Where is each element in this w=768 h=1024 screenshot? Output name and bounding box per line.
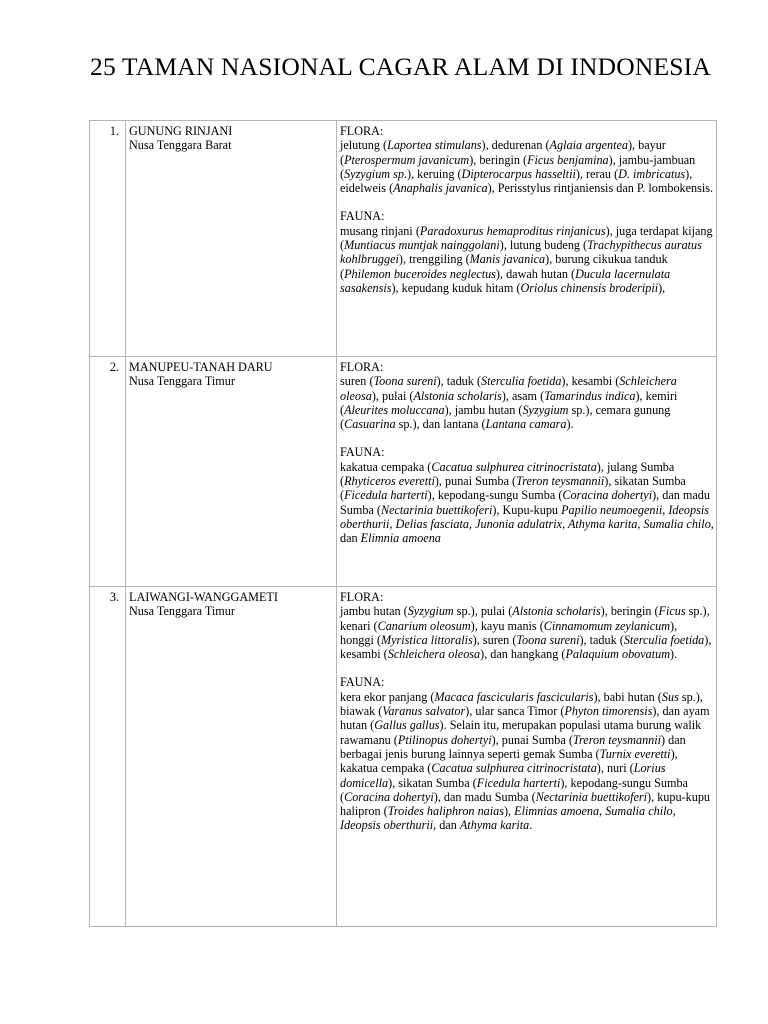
text-segment: ), kesambi ( [340, 632, 712, 662]
text-segment: kera ekor panjang ( [340, 689, 435, 704]
text-segment: ), babi hutan ( [593, 689, 662, 704]
species-name: Ducula lacernulata sasakensis [340, 266, 671, 295]
flora-label: FLORA: [340, 124, 384, 138]
table-row [90, 357, 717, 587]
text-segment: jambu hutan ( [340, 604, 408, 619]
row-number: 3. [90, 587, 126, 927]
flora-text [340, 374, 714, 431]
species-name: Cacatua sulphurea citrinocristata [431, 761, 597, 776]
text-segment: ), dan hangkang ( [480, 647, 566, 662]
species-name: Papilio neumoegenii, Ideopsis oberthurii, Delias fasciata, Junonia adulatrix, Athyma karita, Sumalia chilo [340, 502, 711, 531]
text-segment: ), dan madu Sumba ( [433, 789, 536, 804]
text-segment: ), suren ( [472, 632, 517, 647]
text-segment: jelutung ( [340, 138, 388, 153]
species-name: Toona sureni [373, 374, 437, 389]
text-segment: sp.), dan lantana ( [395, 417, 486, 432]
text-segment: ), kepodang-sungu Sumba ( [427, 488, 563, 503]
flora-label: FLORA: [340, 590, 384, 604]
species-name: Alstonia scholaris [512, 604, 601, 619]
fauna-text [340, 460, 714, 546]
text-segment: ), eidelweis ( [340, 166, 693, 196]
species-name: Macaca fascicularis fascicularis [434, 689, 594, 704]
species-name: Phyton timorensis [564, 704, 653, 719]
species-name: Aglaia argentea [549, 138, 628, 153]
species-name: Ficedula harterti [344, 488, 428, 503]
text-segment: ), pulai ( [371, 388, 414, 403]
text-segment: ), trenggiling ( [398, 252, 470, 267]
biodiversity-cell [337, 587, 717, 927]
species-name: Gallus gallus [374, 718, 440, 733]
text-segment: ), kupu-kupu halipron ( [340, 789, 711, 819]
species-name: Athyma karita [459, 818, 530, 833]
text-segment: ), rerau ( [575, 166, 619, 181]
park-region: Nusa Tenggara Timur [129, 604, 235, 619]
species-name: Sterculia foetida [623, 632, 705, 647]
text-segment: ), jambu-jambuan ( [340, 152, 696, 181]
flora-text [340, 138, 714, 195]
text-segment: ). [566, 417, 574, 432]
text-segment: ), honggi ( [340, 618, 678, 647]
species-name: Nectarinia buettikoferi [380, 502, 493, 517]
park-cell [126, 587, 337, 927]
text-segment: ), julang Sumba ( [340, 459, 675, 489]
text-segment: musang rinjani ( [340, 223, 420, 238]
page-title: 25 TAMAN NASIONAL CAGAR ALAM DI INDONESIA [90, 52, 711, 81]
species-name: Ficus [658, 604, 686, 619]
text-segment: ), taduk ( [436, 374, 481, 389]
text-segment: ), burung cikukua tanduk ( [340, 252, 668, 281]
species-name: Ficus benjamina [527, 152, 609, 167]
species-name: Coracina dohertyi [344, 789, 434, 804]
species-name: Philemon buceroides neglectus [344, 266, 496, 281]
text-segment: ), asam ( [501, 388, 545, 403]
species-name: Syzygium [522, 402, 569, 417]
species-name: Troides haliphron naias [387, 804, 504, 819]
species-name: Turnix everetti [599, 746, 671, 761]
species-name: Syzygium sp. [344, 166, 408, 181]
species-name: Schleichera oleosa [340, 374, 677, 403]
park-name: GUNUNG RINJANI [129, 124, 233, 138]
park-region: Nusa Tenggara Timur [129, 374, 235, 389]
text-segment: ), juga terdapat kijang ( [340, 223, 713, 253]
text-segment: ), dan madu Sumba ( [340, 488, 710, 517]
text-segment: ), jambu hutan ( [444, 402, 523, 417]
species-name: Cacatua sulphurea citrinocristata [431, 459, 597, 474]
text-segment: ), kemiri ( [340, 388, 678, 417]
park-table [89, 120, 717, 927]
species-name: Aleurites moluccana [344, 402, 445, 417]
text-segment: ), punai Sumba ( [434, 474, 517, 489]
section-gap [340, 431, 714, 445]
text-segment: sp.), pulai ( [453, 604, 513, 619]
species-name: Elimnias amoena, Sumalia chilo, Ideopsis oberthurii [340, 804, 676, 833]
text-segment: ), lutung budeng ( [499, 238, 588, 253]
species-name: Anaphalis javanica [393, 181, 488, 196]
species-name: Pterospermum javanicum [344, 152, 470, 167]
text-segment: kakatua cempaka ( [340, 459, 432, 474]
species-name: Lorius domicella [340, 761, 666, 790]
species-name: Schleichera oleosa [387, 647, 481, 662]
text-segment: ). Selain itu, merupakan populasi utama burung walik rawamanu ( [340, 718, 702, 747]
text-segment: ), dawah hutan ( [495, 266, 576, 281]
species-name: Varanus salvator [382, 704, 466, 719]
species-name: Coracina dohertyi [562, 488, 653, 503]
species-name: Oriolus chinensis broderipii [520, 280, 659, 295]
section-gap [340, 195, 714, 209]
species-name: D. imbricatus [618, 166, 686, 181]
text-segment: ), kepodang-sungu Sumba ( [340, 775, 688, 804]
text-segment: , dan [340, 516, 714, 546]
text-segment: ). [670, 647, 678, 662]
text-segment: ), bayur ( [340, 138, 666, 167]
fauna-text [340, 224, 714, 295]
species-name: Sus [661, 689, 679, 704]
species-name: Syzygium [407, 604, 454, 619]
park-cell [126, 357, 337, 587]
species-name: Tamarindus indica [544, 388, 636, 403]
species-name: Canarium oleosum [377, 618, 471, 633]
species-name: Dipterocarpus hasseltii [461, 166, 576, 181]
species-name: Treron teysmannii [572, 732, 662, 747]
species-name: Elimnia amoena [360, 531, 441, 546]
text-segment: ), kayu manis ( [470, 618, 544, 633]
text-segment: ), [658, 280, 666, 295]
text-segment: ), ular sanca Timor ( [465, 704, 565, 719]
species-name: Muntiacus muntjak nainggolani [344, 238, 500, 253]
species-name: Lantana camara [485, 417, 567, 432]
species-name: Rhyticeros everetti [344, 474, 435, 489]
text-segment: ), kesambi ( [561, 374, 620, 389]
text-segment: suren ( [340, 374, 374, 389]
species-name: Paradoxurus hemaproditus rinjanicus [419, 223, 606, 238]
park-cell [126, 121, 337, 357]
text-segment: ), dan ayam hutan ( [340, 704, 710, 733]
text-segment: ), sikatan Sumba ( [340, 474, 686, 503]
text-segment: sp.), cemara gunung ( [340, 402, 671, 432]
table-row [90, 121, 717, 357]
fauna-label: FAUNA: [340, 209, 385, 224]
park-name: LAIWANGI-WANGGAMETI [129, 590, 278, 604]
text-segment: ), sikatan Sumba ( [388, 775, 477, 790]
text-segment: ), nuri ( [596, 761, 634, 776]
species-name: Toona sureni [516, 632, 580, 647]
section-gap [340, 661, 714, 675]
flora-label: FLORA: [340, 360, 384, 374]
biodiversity-cell [337, 121, 717, 357]
text-segment: , dan [433, 818, 460, 833]
species-name: Myristica littoralis [380, 632, 473, 647]
text-segment: ) dan berbagai jenis burung lainnya seperti gemak Sumba ( [340, 732, 686, 761]
park-region: Nusa Tenggara Barat [129, 138, 232, 153]
row-number: 1. [90, 121, 126, 357]
species-name: Palaquium obovatum [565, 647, 671, 662]
text-segment: ), keruing ( [407, 166, 462, 181]
text-segment: ), kepudang kuduk hitam ( [391, 280, 521, 295]
fauna-label: FAUNA: [340, 445, 385, 460]
park-name: MANUPEU-TANAH DARU [129, 360, 273, 374]
text-segment: ), Kupu-kupu [492, 502, 562, 517]
species-name: Casuarina [344, 417, 396, 432]
species-name: Alstonia scholaris [413, 388, 502, 403]
species-name: Treron teysmannii [516, 474, 605, 489]
text-segment: ), beringin ( [600, 604, 659, 619]
species-name: Cinnamomum zeylanicum [543, 618, 671, 633]
text-segment: ), [503, 804, 515, 819]
table-row [90, 587, 717, 927]
species-name: Laportea stimulans [387, 138, 482, 153]
fauna-text [340, 690, 714, 833]
text-segment: ), punai Sumba ( [491, 732, 573, 747]
text-segment: ), Perisstylus rintjaniensis dan P. lombokensis. [487, 181, 714, 196]
species-name: Nectarinia buettikoferi [535, 789, 648, 804]
biodiversity-cell [337, 357, 717, 587]
text-segment: ), kakatua cempaka ( [340, 746, 678, 776]
text-segment: . [529, 818, 533, 833]
fauna-label: FAUNA: [340, 675, 385, 690]
species-name: Sterculia foetida [480, 374, 562, 389]
flora-text [340, 604, 714, 661]
species-name: Ptilinopus dohertyi [397, 732, 492, 747]
text-segment: sp.), kenari ( [340, 604, 710, 633]
text-segment: ), beringin ( [469, 152, 528, 167]
species-name: Trachypithecus auratus kohlbruggei [340, 238, 702, 267]
species-name: Manis javanica [469, 252, 546, 267]
text-segment: ), dedurenan ( [481, 138, 550, 153]
row-number: 2. [90, 357, 126, 587]
text-segment: ), taduk ( [579, 632, 624, 647]
species-name: Ficedula harterti [476, 775, 561, 790]
text-segment: sp.), biawak ( [340, 689, 703, 719]
